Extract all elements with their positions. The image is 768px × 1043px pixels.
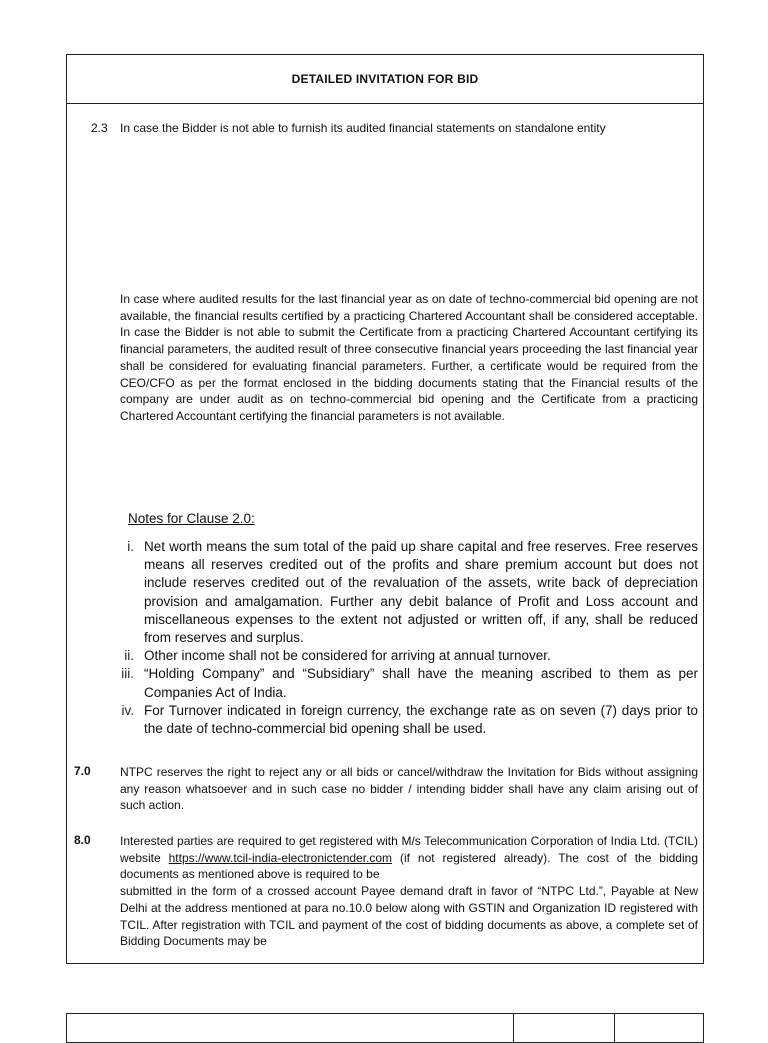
note-text: “Holding Company” and “Subsidiary” shall have the meaning ascribed to them as per Companies Act of India. xyxy=(144,666,698,700)
page-title: DETAILED INVITATION FOR BID xyxy=(291,72,479,86)
note-marker: i. xyxy=(127,539,134,554)
clause-8-0-number: 8.0 xyxy=(74,833,91,847)
note-item xyxy=(97,702,698,738)
next-page-table-edge xyxy=(66,1013,704,1043)
table-divider xyxy=(614,1014,615,1042)
clause-8-0-text-part-1: Interested parties are required to get registered with M/s Telecommunication Corporation of India Ltd. (TCIL) website xyxy=(120,834,698,865)
clause-8-0-text-part-3: submitted in the form of a crossed account Payee demand draft in favor of “NTPC Ltd.”, Payable at New Delhi at the address mentioned at para no.10.0 below along with GSTIN and Organization ID registered with TCIL. After registration with TCIL and payment of the cost of bidding documents as above, a complete set of Bidding Documents may be xyxy=(120,884,698,949)
note-text: Net worth means the sum total of the paid up share capital and free reserves. Free reserves means all reserves credited out of the profits and share premium account but does not include reserves credited out of the revaluation of the assets, write back of depreciation provision and amalgamation. Further any debit balance of Profit and Loss account and miscellaneous expenses to the extent not adjusted or written off, if any, shall be reduced from reserves and surplus. xyxy=(144,539,698,646)
table-divider xyxy=(513,1014,514,1042)
clause-8-0-text xyxy=(120,833,698,950)
audit-results-paragraph: In case where audited results for the last financial year as on date of techno-commercial bid opening are not available, the financial results certified by a practicing Chartered Accountant shall be considered acceptable. In case the Bidder is not able to submit the Certificate from a practicing Chartered Accountant certifying its financial parameters, the audited result of three consecutive financial years proceeding the last financial year shall be considered for evaluating financial parameters. Further, a certificate would be required from the CEO/CFO as per the format enclosed in the bidding documents stating that the Financial results of the company are under audit as on techno-commercial bid opening and the Certificate from a practicing Chartered Accountant certifying the financial parameters is not available. xyxy=(120,292,698,423)
tcil-website-link[interactable]: https://www.tcil-india-electronictender.com xyxy=(168,850,393,865)
note-marker: iii. xyxy=(121,666,134,682)
clause-2-3-number: 2.3 xyxy=(91,121,108,135)
clause-2-3-text: In case the Bidder is not able to furnish its audited financial statements on standalone entity xyxy=(120,121,606,135)
notes-list xyxy=(97,538,698,738)
notes-heading: Notes for Clause 2.0: xyxy=(128,511,255,526)
header-row xyxy=(67,55,703,104)
note-text: For Turnover indicated in foreign currency, the exchange rate as on seven (7) days prior to the date of techno-commercial bid opening shall be used. xyxy=(144,702,698,737)
note-item xyxy=(97,665,698,701)
clause-8-0-text-part-2: (if not registered already). The cost of the bidding documents as mentioned above is required to be xyxy=(120,850,698,882)
note-marker: iv. xyxy=(121,702,134,718)
note-item xyxy=(97,647,698,665)
note-item xyxy=(97,538,698,647)
clause-7-0-text: NTPC reserves the right to reject any or all bids or cancel/withdraw the Invitation for Bids without assigning any reason whatsoever and in such case no bidder / intending bidder shall have any claim arising out of such action. xyxy=(120,765,698,813)
document-frame xyxy=(66,54,704,964)
clause-7-0-number: 7.0 xyxy=(74,764,91,778)
note-text: Other income shall not be considered for arriving at annual turnover. xyxy=(144,648,551,664)
note-marker: ii. xyxy=(124,648,134,664)
